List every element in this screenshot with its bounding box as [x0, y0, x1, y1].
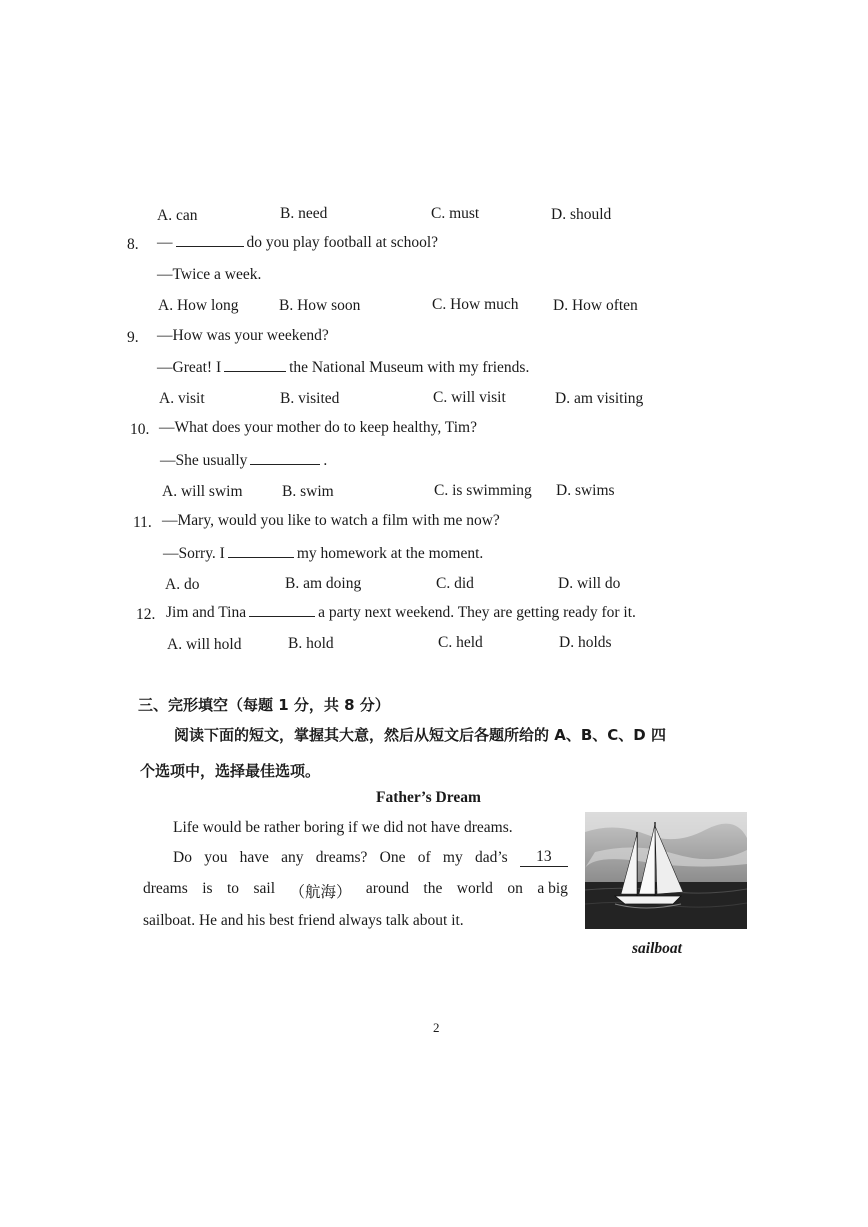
- passage-title: Father’s Dream: [376, 789, 481, 806]
- sailboat-image: [585, 812, 747, 929]
- q11-number: 11.: [133, 514, 152, 531]
- section3-instruction-line2: 个选项中，选择最佳选项。: [140, 762, 321, 780]
- q8-number: 8.: [127, 236, 139, 253]
- q9-option-d: D. am visiting: [555, 390, 644, 407]
- passage-line3: [143, 880, 568, 902]
- q8-stem: [157, 234, 438, 252]
- q8-option-c: C. How much: [432, 296, 519, 313]
- q7-option-b: B. need: [280, 205, 328, 222]
- passage-word: the: [423, 880, 443, 897]
- q12-blank: [249, 615, 315, 617]
- q7-option-a: A. can: [157, 207, 198, 224]
- q10-blank: [250, 463, 320, 465]
- q10-number: 10.: [130, 421, 150, 438]
- passage-line2: [173, 849, 568, 867]
- q10-stem: —What does your mother do to keep healthy, Tim?: [159, 419, 477, 436]
- passage-word: dreams?: [315, 849, 368, 866]
- passage-word: Do: [173, 849, 192, 866]
- q8-option-a: A. How long: [158, 297, 239, 314]
- passage-word: sail: [253, 880, 276, 897]
- q8-answer: —Twice a week.: [157, 266, 262, 283]
- q11-blank: [228, 556, 294, 558]
- passage-word: One: [379, 849, 406, 866]
- sailboat-icon: [585, 812, 747, 929]
- q12-number: 12.: [136, 606, 156, 623]
- page-number: 2: [433, 1020, 440, 1035]
- q9-stem: —How was your weekend?: [157, 327, 329, 344]
- q12-option-a: A. will hold: [167, 636, 242, 653]
- passage-word: have: [239, 849, 269, 866]
- passage-word: on: [507, 880, 523, 897]
- q12-option-d: D. holds: [559, 634, 612, 651]
- q12-stem-pre: Jim and Tina: [166, 604, 247, 621]
- q12-stem-post: a party next weekend. They are getting ready for it.: [318, 604, 636, 621]
- q12-option-c: C. held: [438, 634, 483, 651]
- passage-word: you: [204, 849, 228, 866]
- q8-blank: [176, 245, 244, 247]
- passage-word: （航海）: [289, 884, 352, 901]
- q9-answer: [157, 359, 529, 377]
- q9-option-a: A. visit: [159, 390, 205, 407]
- passage-word: a big: [537, 880, 568, 897]
- q8-dash: —: [157, 234, 173, 251]
- q11-option-a: A. do: [165, 576, 200, 593]
- q9-option-c: C. will visit: [433, 389, 506, 406]
- q11-answer-post: my homework at the moment.: [296, 545, 484, 562]
- passage-word: is: [202, 880, 213, 897]
- passage-line4: sailboat. He and his best friend always talk about it.: [143, 912, 464, 929]
- passage-word: to: [226, 880, 240, 897]
- q11-answer: [163, 545, 483, 563]
- q11-answer-pre: —Sorry. I: [163, 545, 225, 562]
- passage-word: my: [442, 849, 463, 866]
- q11-stem: —Mary, would you like to watch a film with me now?: [162, 512, 500, 529]
- q9-number: 9.: [127, 329, 139, 346]
- q9-answer-pre: —Great! I: [157, 359, 222, 376]
- q8-option-d: D. How often: [553, 297, 638, 314]
- q10-option-d: D. swims: [556, 482, 615, 499]
- passage-word: around: [365, 880, 409, 897]
- q12-stem: [166, 604, 636, 622]
- q7-option-c: C. must: [431, 205, 480, 222]
- q11-option-b: B. am doing: [285, 575, 362, 592]
- q10-option-a: A. will swim: [162, 483, 243, 500]
- q10-option-c: C. is swimming: [434, 482, 532, 499]
- section3-heading: 三、完形填空（每题 1 分，共 8 分）: [138, 696, 390, 714]
- q10-answer-post: .: [323, 452, 328, 469]
- passage-word: world: [456, 880, 493, 897]
- passage-word: of: [417, 849, 431, 866]
- passage-word: dad’s: [474, 849, 508, 866]
- passage-line1: Life would be rather boring if we did not have dreams.: [173, 819, 513, 836]
- q12-option-b: B. hold: [288, 635, 334, 652]
- blank-13: 13: [520, 849, 568, 867]
- passage-word: dreams: [143, 880, 188, 897]
- q10-option-b: B. swim: [282, 483, 334, 500]
- q11-option-c: C. did: [436, 575, 474, 592]
- q10-answer-pre: —She usually: [160, 452, 248, 469]
- image-caption: sailboat: [632, 940, 682, 957]
- q7-option-d: D. should: [551, 206, 612, 223]
- q11-option-d: D. will do: [558, 575, 621, 592]
- q9-blank: [224, 370, 286, 372]
- q10-answer: [160, 452, 327, 470]
- q9-answer-post: the National Museum with my friends.: [289, 359, 530, 376]
- section3-instruction-line1: 阅读下面的短文，掌握其大意，然后从短文后各题所给的 A、B、C、D 四: [174, 726, 666, 744]
- q9-option-b: B. visited: [280, 390, 340, 407]
- q8-option-b: B. How soon: [279, 297, 361, 314]
- passage-word: any: [281, 849, 304, 866]
- q8-stem-text: do you play football at school?: [246, 234, 439, 251]
